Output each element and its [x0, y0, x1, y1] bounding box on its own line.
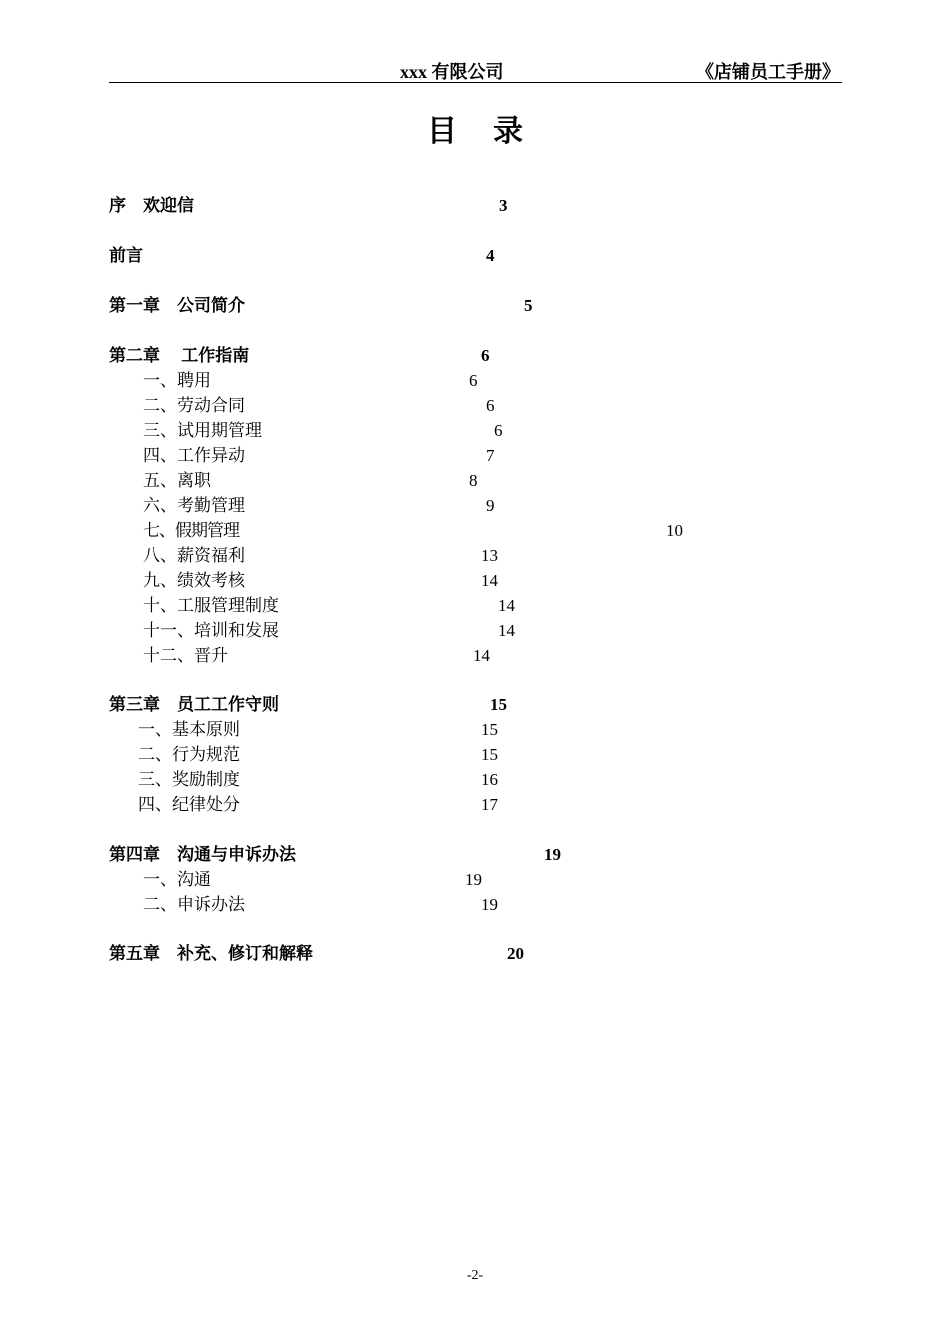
toc-label-chapter5: 第五章 补充、修订和解释 — [109, 944, 313, 963]
toc-item-page: 14 — [498, 596, 515, 615]
toc-item-page: 8 — [469, 471, 478, 490]
toc-item-page: 19 — [465, 870, 482, 889]
toc-page-chapter1: 5 — [524, 296, 533, 315]
toc-label-foreword: 前言 — [109, 246, 143, 265]
toc-item-label: 七、假期管理 — [143, 521, 239, 540]
toc-page-chapter5: 20 — [507, 944, 524, 963]
toc-item-page: 10 — [666, 521, 683, 540]
toc-item-label: 九、绩效考核 — [143, 571, 245, 590]
toc-item-page: 6 — [486, 396, 495, 415]
toc-page-foreword: 4 — [486, 246, 495, 265]
toc-page-chapter2: 6 — [481, 346, 490, 365]
toc-item-label: 八、薪资福利 — [143, 546, 245, 565]
toc-item-label: 十二、晋升 — [143, 646, 228, 665]
toc-page-preface-letter: 3 — [499, 196, 508, 215]
toc-label-preface-letter: 序 欢迎信 — [109, 196, 194, 215]
toc-label-chapter1: 第一章 公司简介 — [109, 296, 245, 315]
toc-item-label: 四、工作异动 — [143, 446, 245, 465]
toc-item-label: 五、离职 — [143, 471, 211, 490]
toc-item-page: 16 — [481, 770, 498, 789]
toc-item-page: 17 — [481, 795, 498, 814]
toc-item-page: 6 — [494, 421, 503, 440]
toc-item-page: 14 — [473, 646, 490, 665]
toc-item-page: 19 — [481, 895, 498, 914]
toc-item-page: 9 — [486, 496, 495, 515]
toc-item-label: 六、考勤管理 — [143, 496, 245, 515]
toc-item-page: 7 — [486, 446, 495, 465]
toc-item-page: 15 — [481, 720, 498, 739]
toc-item-label: 十、工服管理制度 — [143, 596, 279, 615]
toc-page-chapter4: 19 — [544, 845, 561, 864]
toc-label-chapter2: 第二章 工作指南 — [109, 346, 250, 365]
toc-item-page: 14 — [481, 571, 498, 590]
toc-item-label: 三、试用期管理 — [143, 421, 262, 440]
header-manual-title: 《店铺员工手册》 — [696, 62, 840, 82]
header-company: xxx 有限公司 — [400, 62, 504, 82]
toc-item-label: 一、沟通 — [143, 870, 211, 889]
toc-item-page: 14 — [498, 621, 515, 640]
toc-item-label: 四、纪律处分 — [138, 795, 240, 814]
toc-item-label: 一、基本原则 — [138, 720, 240, 739]
toc-item-label: 二、行为规范 — [138, 745, 240, 764]
toc-item-label: 十一、培训和发展 — [143, 621, 279, 640]
toc-item-page: 6 — [469, 371, 478, 390]
toc-item-page: 15 — [481, 745, 498, 764]
toc-title: 目录 — [427, 114, 559, 149]
toc-item-label: 二、申诉办法 — [143, 895, 245, 914]
toc-page-chapter3: 15 — [490, 695, 507, 714]
page-number: -2- — [466, 1268, 484, 1283]
toc-label-chapter3: 第三章 员工工作守则 — [109, 695, 279, 714]
toc-item-label: 一、聘用 — [143, 371, 211, 390]
toc-label-chapter4: 第四章 沟通与申诉办法 — [109, 845, 296, 864]
toc-item-page: 13 — [481, 546, 498, 565]
toc-item-label: 三、奖励制度 — [138, 770, 240, 789]
toc-item-label: 二、劳动合同 — [143, 396, 245, 415]
